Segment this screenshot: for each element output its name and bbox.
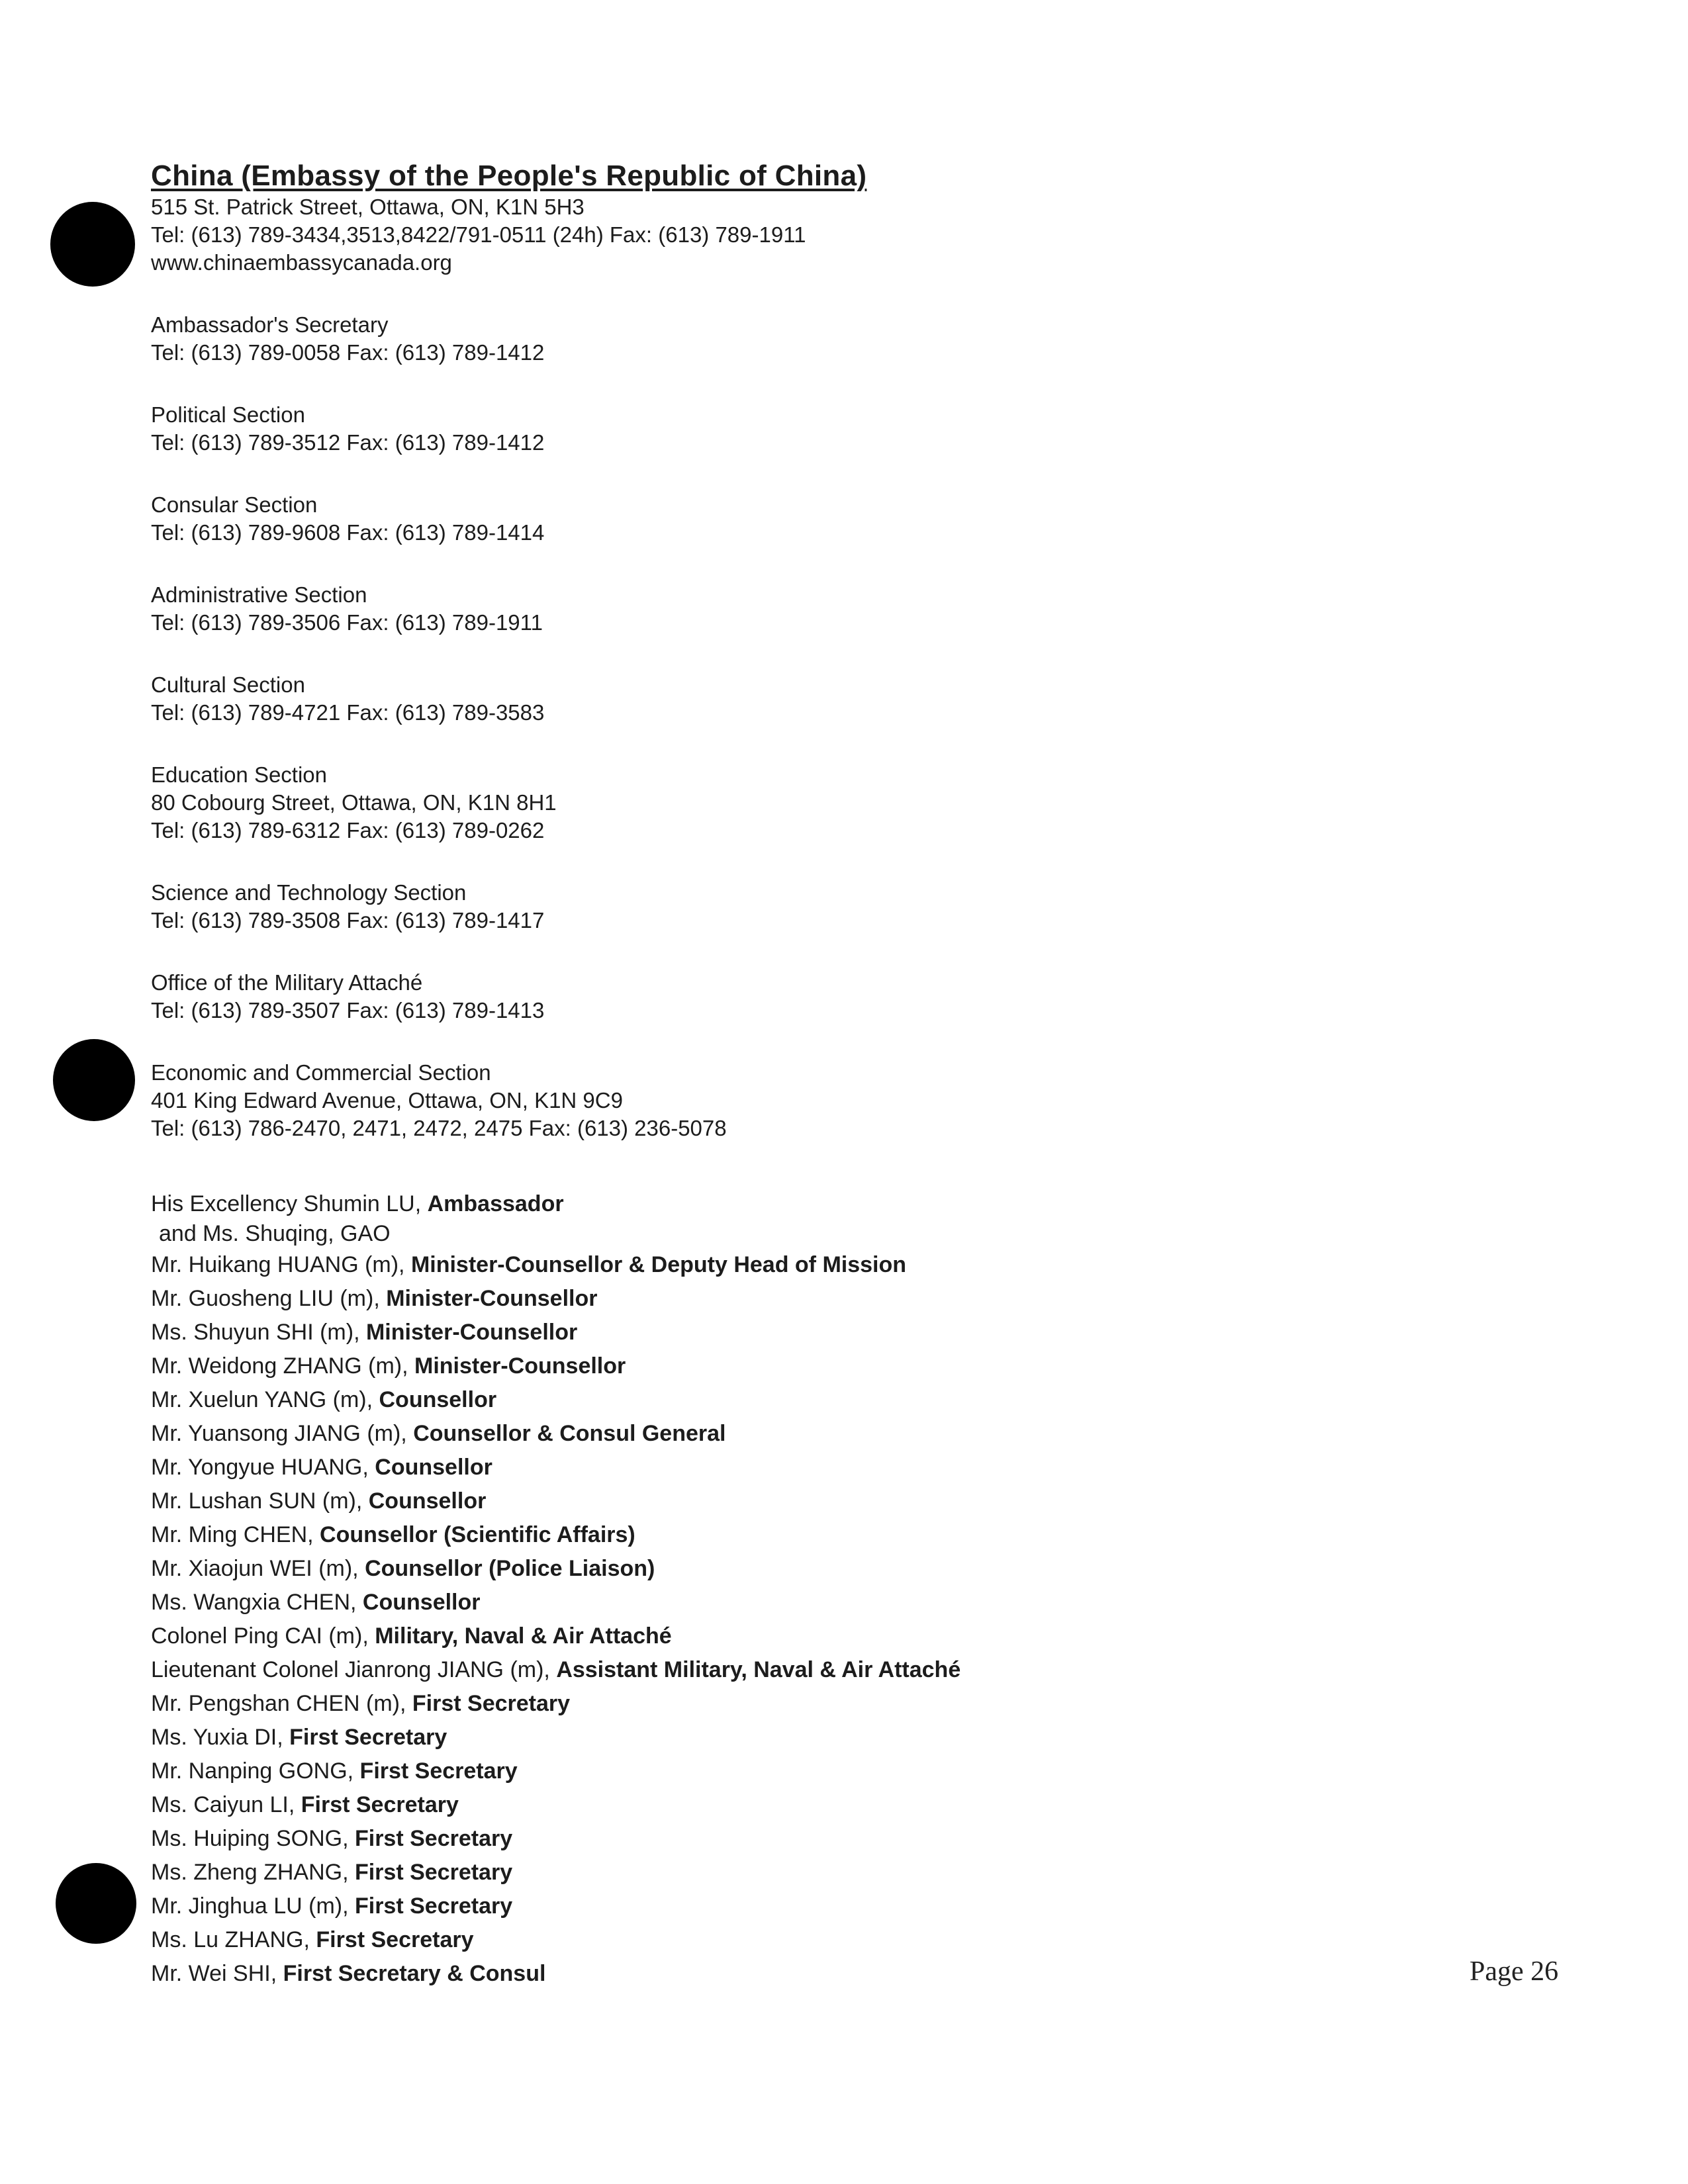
staff-member	[151, 1282, 1515, 1316]
staff-member	[151, 1484, 1515, 1518]
staff-title: Minister-Counsellor	[414, 1353, 626, 1379]
staff-title: First Secretary	[412, 1691, 571, 1716]
ambassador-name: His Excellency Shumin LU,	[151, 1191, 428, 1216]
staff-title: Counsellor (Scientific Affairs)	[320, 1522, 635, 1547]
embassy-phone: Tel: (613) 789-3434,3513,8422/791-0511 (24h) Fax: (613) 789-1911	[151, 222, 806, 247]
staff-name: Ms. Zheng ZHANG,	[151, 1860, 355, 1885]
section-phone: Tel: (613) 789-3506 Fax: (613) 789-1911	[151, 610, 543, 635]
section-name: Ambassador's Secretary	[151, 312, 389, 337]
section-name: Office of the Military Attaché	[151, 970, 423, 995]
staff-member	[151, 1856, 1515, 1889]
staff-name: Ms. Shuyun SHI (m),	[151, 1320, 366, 1345]
staff-name: Mr. Yongyue HUANG,	[151, 1455, 375, 1480]
staff-title: Counsellor (Police Liaison)	[365, 1556, 655, 1581]
staff-title: First Secretary	[289, 1725, 447, 1750]
staff-member	[151, 1957, 1515, 1991]
contact-section	[151, 761, 1515, 844]
section-phone: Tel: (613) 789-3507 Fax: (613) 789-1413	[151, 998, 545, 1023]
staff-member	[151, 1653, 1515, 1687]
staff-member	[151, 1619, 1515, 1653]
section-phone: Tel: (613) 789-4721 Fax: (613) 789-3583	[151, 700, 545, 725]
staff-list	[151, 1189, 1515, 1991]
ambassador-spouse: and Ms. Shuqing, GAO	[159, 1221, 391, 1246]
staff-title: Counsellor	[375, 1455, 492, 1480]
section-name: Cultural Section	[151, 672, 305, 697]
staff-title: First Secretary	[301, 1792, 459, 1817]
section-phone: Tel: (613) 789-3512 Fax: (613) 789-1412	[151, 430, 545, 455]
staff-title: Minister-Counsellor & Deputy Head of Mission	[410, 1252, 907, 1277]
binder-hole-top	[50, 202, 135, 287]
staff-title: First Secretary	[316, 1927, 474, 1952]
section-name: Consular Section	[151, 492, 318, 517]
binder-hole-bottom	[56, 1863, 136, 1944]
staff-name: Mr. Lushan SUN (m),	[151, 1488, 369, 1514]
staff-member	[151, 1822, 1515, 1856]
staff-title: First Secretary & Consul	[283, 1961, 546, 1986]
contact-section	[151, 1059, 1515, 1142]
staff-member	[151, 1788, 1515, 1822]
staff-title: First Secretary	[354, 1826, 513, 1851]
staff-member	[151, 1349, 1515, 1383]
staff-member	[151, 1417, 1515, 1451]
section-phone: Tel: (613) 789-9608 Fax: (613) 789-1414	[151, 520, 545, 545]
staff-member	[151, 1687, 1515, 1721]
document-body	[151, 158, 1515, 1991]
staff-member	[151, 1552, 1515, 1586]
staff-title: Minister-Counsellor	[386, 1286, 598, 1311]
section-name: Economic and Commercial Section	[151, 1060, 491, 1085]
staff-name: Ms. Yuxia DI,	[151, 1725, 290, 1750]
staff-title: Military, Naval & Air Attaché	[375, 1623, 672, 1649]
staff-title: Counsellor	[379, 1387, 497, 1412]
section-name: Education Section	[151, 762, 328, 787]
staff-title: Minister-Counsellor	[365, 1320, 578, 1345]
staff-member	[151, 1248, 1515, 1282]
contact-section	[151, 969, 1515, 1024]
staff-title: Counsellor & Consul General	[413, 1421, 726, 1446]
staff-name: Mr. Jinghua LU (m),	[151, 1893, 355, 1919]
section-list	[151, 311, 1515, 1142]
staff-title: Counsellor	[362, 1590, 481, 1615]
staff-title: Counsellor	[368, 1488, 487, 1514]
staff-name: Mr. Huikang HUANG (m),	[151, 1252, 411, 1277]
staff-member	[151, 1451, 1515, 1484]
staff-member	[151, 1586, 1515, 1619]
contact-section	[151, 581, 1515, 637]
staff-name: Ms. Lu ZHANG,	[151, 1927, 316, 1952]
staff-title: First Secretary	[359, 1758, 518, 1784]
staff-member	[151, 1754, 1515, 1788]
contact-section	[151, 401, 1515, 457]
staff-name: Mr. Xiaojun WEI (m),	[151, 1556, 365, 1581]
binder-hole-middle	[53, 1039, 135, 1121]
section-name: Administrative Section	[151, 582, 367, 607]
staff-member	[151, 1721, 1515, 1754]
staff-name: Mr. Weidong ZHANG (m),	[151, 1353, 414, 1379]
ambassador-line	[151, 1189, 1515, 1219]
section-name: Science and Technology Section	[151, 880, 467, 905]
embassy-header	[151, 159, 1515, 277]
contact-section	[151, 311, 1515, 367]
staff-title: First Secretary	[354, 1860, 513, 1885]
staff-name: Mr. Xuelun YANG (m),	[151, 1387, 379, 1412]
embassy-website[interactable]: www.chinaembassycanada.org	[151, 250, 452, 275]
section-phone: Tel: (613) 789-3508 Fax: (613) 789-1417	[151, 908, 545, 933]
section-phone: Tel: (613) 786-2470, 2471, 2472, 2475 Fax: (613) 236-5078	[151, 1116, 727, 1140]
page-number: Page 26	[1470, 1956, 1559, 1987]
embassy-title: China (Embassy of the People's Republic of China)	[151, 159, 867, 192]
contact-section	[151, 879, 1515, 934]
staff-member	[151, 1316, 1515, 1349]
staff-name: Ms. Caiyun LI,	[151, 1792, 301, 1817]
staff-title: First Secretary	[354, 1893, 513, 1919]
section-address: 80 Cobourg Street, Ottawa, ON, K1N 8H1	[151, 790, 557, 815]
section-phone: Tel: (613) 789-0058 Fax: (613) 789-1412	[151, 340, 545, 365]
staff-name: Mr. Wei SHI,	[151, 1961, 283, 1986]
contact-section	[151, 671, 1515, 727]
section-name: Political Section	[151, 402, 305, 427]
staff-member	[151, 1383, 1515, 1417]
staff-member	[151, 1923, 1515, 1957]
section-phone: Tel: (613) 789-6312 Fax: (613) 789-0262	[151, 818, 545, 842]
ambassador-title: Ambassador	[427, 1191, 564, 1216]
staff-name: Lieutenant Colonel Jianrong JIANG (m),	[151, 1657, 557, 1682]
staff-member	[151, 1518, 1515, 1552]
staff-name: Mr. Yuansong JIANG (m),	[151, 1421, 414, 1446]
staff-name: Mr. Guosheng LIU (m),	[151, 1286, 387, 1311]
staff-name: Mr. Ming CHEN,	[151, 1522, 320, 1547]
staff-member	[151, 1889, 1515, 1923]
contact-section	[151, 491, 1515, 547]
section-address: 401 King Edward Avenue, Ottawa, ON, K1N 9C9	[151, 1088, 623, 1113]
staff-name: Ms. Huiping SONG,	[151, 1826, 355, 1851]
staff-name: Mr. Nanping GONG,	[151, 1758, 360, 1784]
staff-name: Colonel Ping CAI (m),	[151, 1623, 375, 1649]
embassy-address: 515 St. Patrick Street, Ottawa, ON, K1N 5H3	[151, 195, 585, 219]
staff-name: Ms. Wangxia CHEN,	[151, 1590, 363, 1615]
staff-name: Mr. Pengshan CHEN (m),	[151, 1691, 412, 1716]
staff-title: Assistant Military, Naval & Air Attaché	[556, 1657, 961, 1682]
